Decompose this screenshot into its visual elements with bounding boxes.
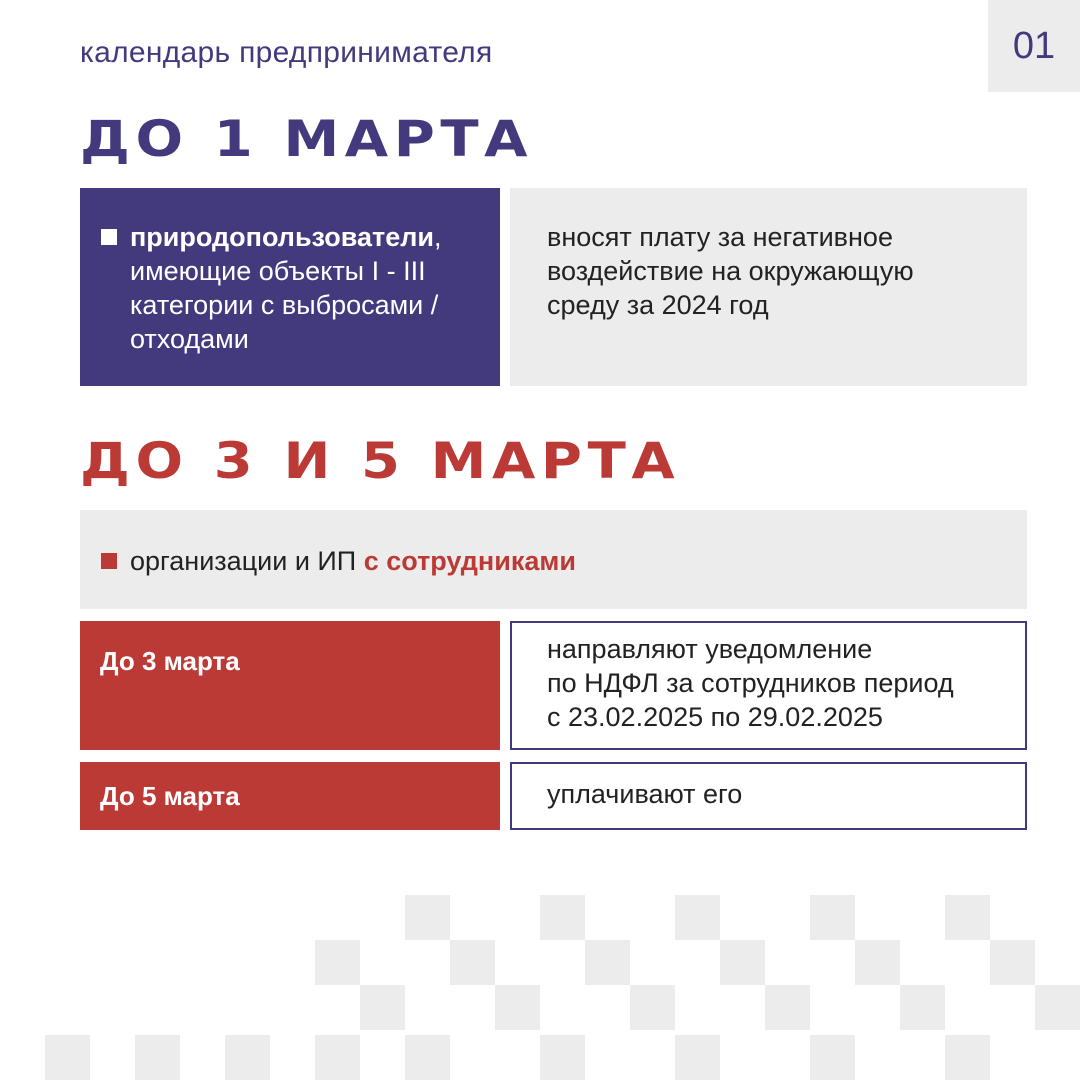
pattern-square <box>675 895 720 940</box>
section1-action-line: воздействие на окружающую <box>547 256 914 286</box>
page-number: 01 <box>988 0 1080 92</box>
section1-subject-line: категории с выбросами / <box>130 290 439 320</box>
pattern-square <box>135 1035 180 1080</box>
pattern-square <box>1035 985 1080 1030</box>
section2-subject-prefix: организации и ИП <box>130 546 364 576</box>
pattern-square <box>405 895 450 940</box>
pattern-square <box>315 940 360 985</box>
section2-heading: ДО 3 И 5 МАРТА <box>80 432 681 490</box>
pattern-square <box>675 1035 720 1080</box>
pattern-square <box>405 1035 450 1080</box>
section1-subject-comma: , <box>434 222 442 252</box>
pattern-square <box>540 1035 585 1080</box>
pattern-square <box>495 985 540 1030</box>
action-text <box>547 777 1017 811</box>
section1-subject-line: отходами <box>130 324 249 354</box>
action-line: направляют уведомление <box>547 634 873 664</box>
section1-heading: ДО 1 МАРТА <box>80 110 534 168</box>
section1-action-line: вносят плату за негативное <box>547 222 893 252</box>
pattern-square <box>765 985 810 1030</box>
pattern-square <box>315 1035 360 1080</box>
action-line: уплачивают его <box>547 779 743 809</box>
deadline-box <box>80 621 500 750</box>
header-title: календарь предпринимателя <box>80 36 493 69</box>
pattern-square <box>945 895 990 940</box>
pattern-square <box>360 985 405 1030</box>
pattern-square <box>810 895 855 940</box>
section1-action-line: среду за 2024 год <box>547 290 769 320</box>
pattern-square <box>540 895 585 940</box>
pattern-square <box>450 940 495 985</box>
pattern-square <box>990 940 1035 985</box>
pattern-square <box>45 1035 90 1080</box>
bullet-square-icon <box>101 553 117 569</box>
deadline-label: До 3 марта <box>100 646 240 676</box>
section2-subject-text <box>130 544 1010 578</box>
pattern-square <box>810 1035 855 1080</box>
bullet-square-icon <box>101 229 117 245</box>
section2-subject-highlight: с сотрудниками <box>363 546 576 576</box>
pattern-square <box>630 985 675 1030</box>
section1-subject-line: имеющие объекты I - III <box>130 256 426 286</box>
pattern-square <box>855 940 900 985</box>
pattern-square <box>945 1035 990 1080</box>
section1-subject-bold: природопользователи <box>130 222 435 252</box>
action-text <box>547 632 1017 734</box>
section1-action-text <box>547 220 1017 322</box>
action-line: с 23.02.2025 по 29.02.2025 <box>547 702 883 732</box>
pattern-square <box>225 1035 270 1080</box>
action-line: по НДФЛ за сотрудников период <box>547 668 954 698</box>
pattern-square <box>585 940 630 985</box>
pattern-square <box>720 940 765 985</box>
section1-subject-text <box>130 220 490 356</box>
pattern-square <box>900 985 945 1030</box>
deadline-label: До 5 марта <box>100 781 240 811</box>
